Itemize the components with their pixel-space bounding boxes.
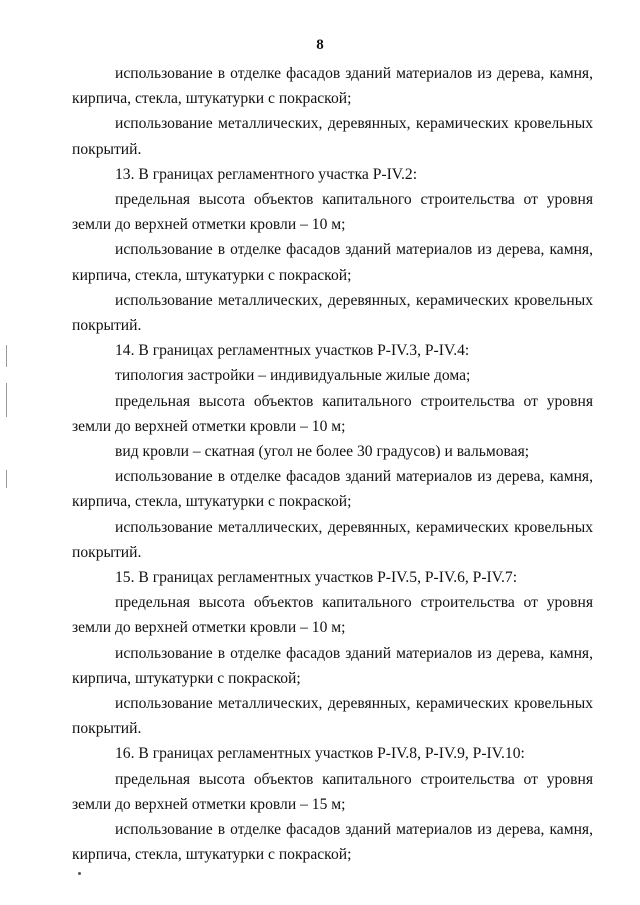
paragraph: предельная высота объектов капитального строительства от уровня земли до верхней отметки кровли – 10 м; <box>72 191 593 234</box>
section-heading: 14. В границах регламентных участков Р-IV.3, Р-IV.4: <box>115 342 470 360</box>
paragraph: использование металлических, деревянных, керамических кровельных покрытий. <box>72 291 593 335</box>
paragraph: использование в отделке фасадов зданий материалов из дерева, камня, кирпича, стекла, штукатурки с покраской; <box>72 468 593 511</box>
scan-artifact-line <box>6 470 7 488</box>
paragraph: предельная высота объектов капитального строительства от уровня земли до верхней отметки кровли – 10 м; <box>72 392 593 435</box>
paragraph: использование в отделке фасадов зданий материалов из дерева, камня, кирпича, стекла, штукатурки с покраской; <box>72 241 593 284</box>
scan-artifact-dot <box>78 872 81 875</box>
page-number: 8 <box>316 37 324 53</box>
paragraph: использование металлических, деревянных, керамических кровельных покрытий. <box>72 695 593 738</box>
paragraph: использование металлических, деревянных, керамических кровельных покрытий. <box>72 115 593 158</box>
paragraph: использование в отделке фасадов зданий материалов из дерева, камня, кирпича, стекла, штукатурки с покраской; <box>72 65 593 108</box>
scan-artifact-line <box>6 383 7 417</box>
paragraph: вид кровли – скатная (угол не более 30 градусов) и вальмовая; <box>115 443 530 461</box>
section-heading: 15. В границах регламентных участков Р-IV.5, Р-IV.6, Р-IV.7: <box>115 569 518 587</box>
section-heading: 16. В границах регламентных участков Р-IV.8, Р-IV.9, Р-IV.10: <box>115 745 525 763</box>
paragraph: использование в отделке фасадов зданий материалов из дерева, камня, кирпича, штукатурки с покраской; <box>72 644 593 687</box>
scan-artifact-line <box>6 345 7 367</box>
paragraph: использование в отделке фасадов зданий материалов из дерева, камня, кирпича, стекла, штукатурки с покраской; <box>72 821 593 864</box>
paragraph: предельная высота объектов капитального строительства от уровня земли до верхней отметки кровли – 15 м; <box>72 770 593 813</box>
section-heading: 13. В границах регламентного участка Р-IV.2: <box>115 165 418 183</box>
paragraph: предельная высота объектов капитального строительства от уровня земли до верхней отметки кровли – 10 м; <box>72 594 593 637</box>
paragraph: типология застройки – индивидуальные жилые дома; <box>115 367 471 385</box>
document-body <box>72 61 593 868</box>
paragraph: использование металлических, деревянных, керамических кровельных покрытий. <box>72 518 593 561</box>
